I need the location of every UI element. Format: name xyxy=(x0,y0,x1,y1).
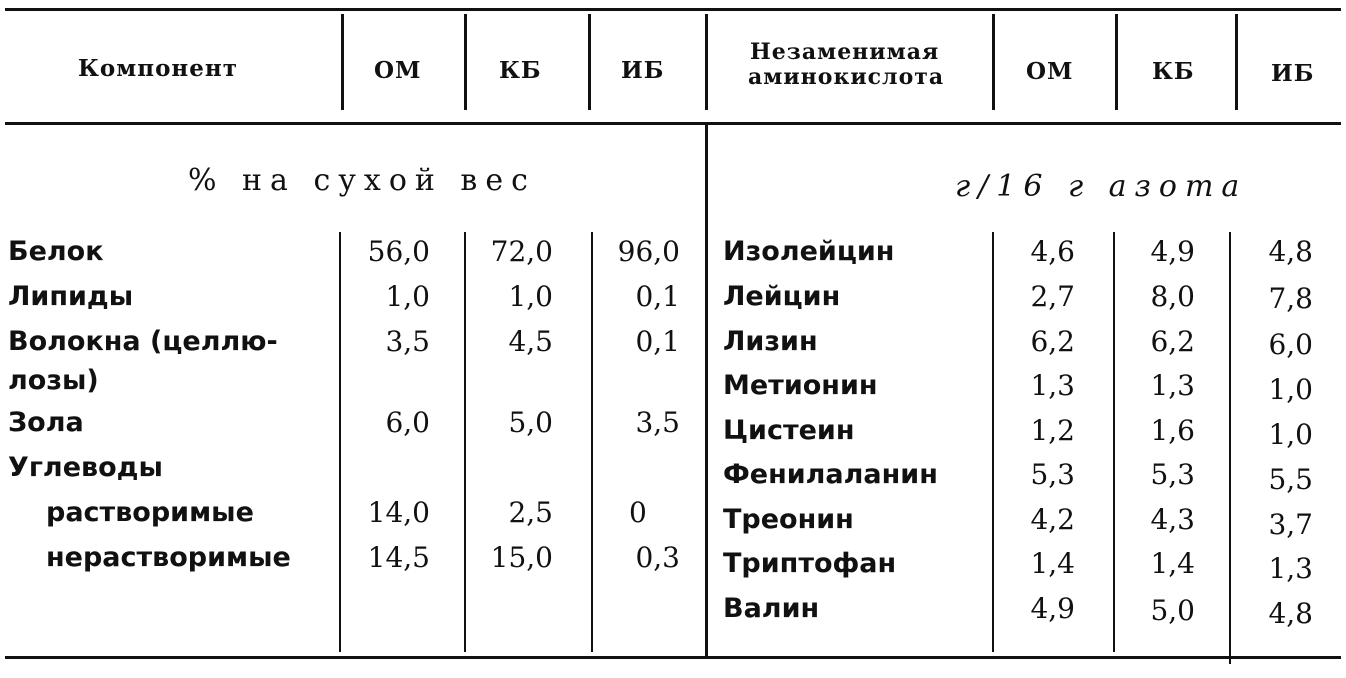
right-row-kb: 6,2 xyxy=(1150,325,1195,358)
left-row-kb: 72,0 xyxy=(490,235,553,268)
left-row-kb: 1,0 xyxy=(508,280,553,313)
right-row-om: 1,2 xyxy=(1030,414,1075,447)
left-row-label: Липиды xyxy=(8,281,134,312)
right-row-kb: 8,0 xyxy=(1150,280,1195,313)
right-row-om: 4,2 xyxy=(1030,503,1075,536)
right-row-label: Метионин xyxy=(723,370,878,401)
right-subheader: г/16 г азота xyxy=(955,169,1248,204)
header-sep xyxy=(464,14,467,110)
right-row-kb: 4,3 xyxy=(1150,503,1195,536)
header-sep xyxy=(588,14,591,110)
bottom-rule xyxy=(5,656,1341,659)
left-row-label: нерастворимые xyxy=(46,542,291,573)
left-row-kb: 5,0 xyxy=(508,406,553,439)
left-row-om: 1,0 xyxy=(385,280,430,313)
left-row-om: 3,5 xyxy=(385,325,430,358)
header-sep xyxy=(341,14,344,110)
header-component: Компонент xyxy=(78,55,238,82)
left-row-om: 14,5 xyxy=(367,541,430,574)
right-row-om: 1,4 xyxy=(1030,547,1075,580)
left-row-om: 56,0 xyxy=(367,235,430,268)
left-subheader: % на сухой вес xyxy=(188,163,536,198)
left-row-label: Волокна (целлю- xyxy=(8,326,278,357)
center-divider xyxy=(705,125,708,659)
left-row-label: Белок xyxy=(8,236,104,267)
left-row-ib: 96,0 xyxy=(617,235,680,268)
left-row-label: лозы) xyxy=(8,365,99,396)
left-row-ib: 0,1 xyxy=(635,325,680,358)
right-row-ib: 1,3 xyxy=(1268,552,1313,585)
left-row-kb: 4,5 xyxy=(508,325,553,358)
right-row-om: 1,3 xyxy=(1030,369,1075,402)
header-rule xyxy=(5,122,1341,125)
header-sep xyxy=(1115,14,1118,110)
right-row-kb: 5,0 xyxy=(1150,594,1195,627)
right-row-om: 5,3 xyxy=(1030,458,1075,491)
right-row-ib: 7,8 xyxy=(1268,282,1313,315)
header-ib-left: ИБ xyxy=(621,57,665,84)
right-row-label: Фенилаланин xyxy=(723,459,938,490)
left-row-ib: 0 xyxy=(629,496,647,529)
right-row-kb: 1,4 xyxy=(1150,547,1195,580)
right-row-label: Треонин xyxy=(723,504,854,535)
right-row-om: 6,2 xyxy=(1030,325,1075,358)
left-row-kb: 2,5 xyxy=(508,496,553,529)
right-row-kb: 1,3 xyxy=(1150,369,1195,402)
header-kb-left: КБ xyxy=(499,57,542,84)
right-row-kb: 5,3 xyxy=(1150,458,1195,491)
left-row-om: 14,0 xyxy=(367,496,430,529)
right-row-om: 4,9 xyxy=(1030,592,1075,625)
right-row-om: 4,6 xyxy=(1030,235,1075,268)
right-row-ib: 4,8 xyxy=(1268,235,1313,268)
right-row-ib: 1,0 xyxy=(1268,418,1313,451)
right-row-kb: 1,6 xyxy=(1150,414,1195,447)
right-row-label: Триптофан xyxy=(723,548,897,579)
left-row-label: Зола xyxy=(8,407,84,438)
left-row-ib: 0,1 xyxy=(635,280,680,313)
right-row-label: Изолейцин xyxy=(723,236,895,267)
header-om-right: ОМ xyxy=(1026,58,1074,85)
header-acid-line1: Незаменимая xyxy=(750,39,940,65)
right-row-ib: 3,7 xyxy=(1268,508,1313,541)
right-row-ib: 4,8 xyxy=(1268,597,1313,630)
header-sep xyxy=(992,14,995,110)
right-row-ib: 6,0 xyxy=(1268,328,1313,361)
right-row-kb: 4,9 xyxy=(1150,235,1195,268)
header-sep xyxy=(705,14,708,110)
left-row-label: Углеводы xyxy=(8,452,163,483)
top-rule xyxy=(5,8,1341,11)
right-row-label: Валин xyxy=(723,593,820,624)
left-row-ib: 3,5 xyxy=(635,406,680,439)
left-row-om: 6,0 xyxy=(385,406,430,439)
right-row-ib: 1,0 xyxy=(1268,373,1313,406)
left-row-kb: 15,0 xyxy=(490,541,553,574)
right-row-ib: 5,5 xyxy=(1268,463,1313,496)
left-row-ib: 0,3 xyxy=(635,541,680,574)
right-row-om: 2,7 xyxy=(1030,280,1075,313)
header-ib-right: ИБ xyxy=(1271,60,1315,87)
right-row-label: Цистеин xyxy=(723,415,855,446)
header-om-left: ОМ xyxy=(374,57,422,84)
left-row-label: растворимые xyxy=(46,497,254,528)
header-kb-right: КБ xyxy=(1152,58,1195,85)
header-sep xyxy=(1235,14,1238,110)
right-row-label: Лизин xyxy=(723,326,818,357)
right-row-label: Лейцин xyxy=(723,281,841,312)
header-acid-line2: аминокислота xyxy=(748,64,945,90)
